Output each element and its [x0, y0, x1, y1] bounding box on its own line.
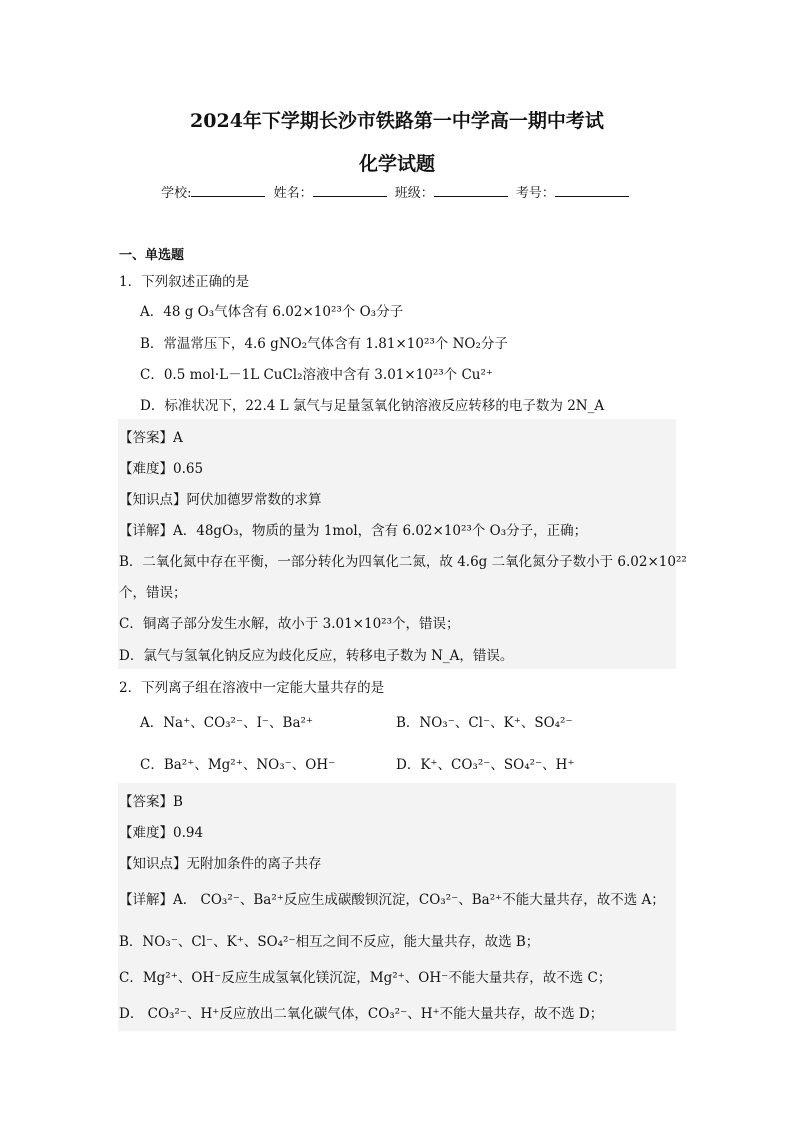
question-1-stem: 1．下列叙述正确的是 — [119, 274, 250, 290]
q2-detail-line: C．Mg²⁺、OH⁻反应生成氢氧化镁沉淀，Mg²⁺、OH⁻不能大量共存，故不选 C； — [119, 970, 612, 986]
q1-option-d: D．标准状况下，22.4 L 氯气与足量氢氧化钠溶液反应转移的电子数为 2N_A — [140, 398, 605, 414]
q2-option-a: A．Na⁺、CO₃²⁻、I⁻、Ba²⁺ — [140, 715, 314, 731]
section-heading: 一、单选题 — [119, 248, 185, 263]
question-2-stem: 2．下列离子组在溶液中一定能大量共存的是 — [119, 680, 385, 696]
exam-subtitle: 化学试题 — [358, 153, 435, 175]
q2-knowledge-point: 【知识点】无附加条件的离子共存 — [119, 856, 322, 872]
q2-option-b: B．NO₃⁻、Cl⁻、K⁺、SO₄²⁻ — [396, 715, 573, 731]
exam-title: 2024年下学期长沙市铁路第一中学高一期中考试 — [190, 110, 604, 132]
q2-option-d: D．K⁺、CO₃²⁻、SO₄²⁻、H⁺ — [396, 757, 575, 773]
name-blank[interactable] — [313, 185, 387, 197]
school-label: 学校: — [161, 186, 192, 201]
q1-detail-line: B．二氧化氮中存在平衡，一部分转化为四氧化二氮，故 4.6g 二氧化氮分子数小于 6.02×10²² — [119, 554, 687, 570]
q1-detail-line: 个，错误； — [119, 585, 187, 601]
school-blank[interactable] — [191, 185, 265, 197]
student-info-fields — [0, 182, 794, 201]
q1-option-c: C．0.5 mol·L－1L CuCl₂溶液中含有 3.01×10²³个 Cu²⁺ — [140, 367, 494, 383]
q2-difficulty: 【难度】0.94 — [119, 825, 204, 841]
name-label: 姓名： — [273, 186, 313, 201]
q1-detail-line: C．铜离子部分发生水解，故小于 3.01×10²³个，错误； — [119, 616, 460, 632]
q2-answer: 【答案】B — [119, 794, 183, 810]
number-blank[interactable] — [555, 185, 629, 197]
number-label: 考号： — [515, 186, 555, 201]
q1-knowledge-point: 【知识点】阿伏加德罗常数的求算 — [119, 492, 322, 508]
q1-answer: 【答案】A — [119, 430, 183, 446]
q2-option-c: C．Ba²⁺、Mg²⁺、NO₃⁻、OH⁻ — [140, 757, 336, 773]
q1-detail-line: D．氯气与氢氧化钠反应为歧化反应，转移电子数为 N_A，错误。 — [119, 648, 514, 664]
q1-option-b: B．常温常压下，4.6 gNO₂气体含有 1.81×10²³个 NO₂分子 — [140, 336, 508, 352]
q2-detail-line: D． CO₃²⁻、H⁺反应放出二氧化碳气体，CO₃²⁻、H⁺不能大量共存，故不选 D； — [119, 1006, 604, 1022]
class-blank[interactable] — [434, 185, 508, 197]
q1-detail-line: 【详解】A．48gO₃，物质的量为 1mol，含有 6.02×10²³个 O₃分子，正确； — [119, 523, 588, 539]
q2-detail-line: B．NO₃⁻、Cl⁻、K⁺、SO₄²⁻相互之间不反应，能大量共存，故选 B； — [119, 934, 540, 950]
q1-option-a: A．48 g O₃气体含有 6.02×10²³个 O₃分子 — [140, 304, 404, 320]
q2-detail-line: 【详解】A． CO₃²⁻、Ba²⁺反应生成碳酸钡沉淀，CO₃²⁻、Ba²⁺不能大量共存，故不选 A； — [119, 892, 665, 908]
class-label: 班级： — [394, 186, 434, 201]
q1-difficulty: 【难度】0.65 — [119, 461, 204, 477]
